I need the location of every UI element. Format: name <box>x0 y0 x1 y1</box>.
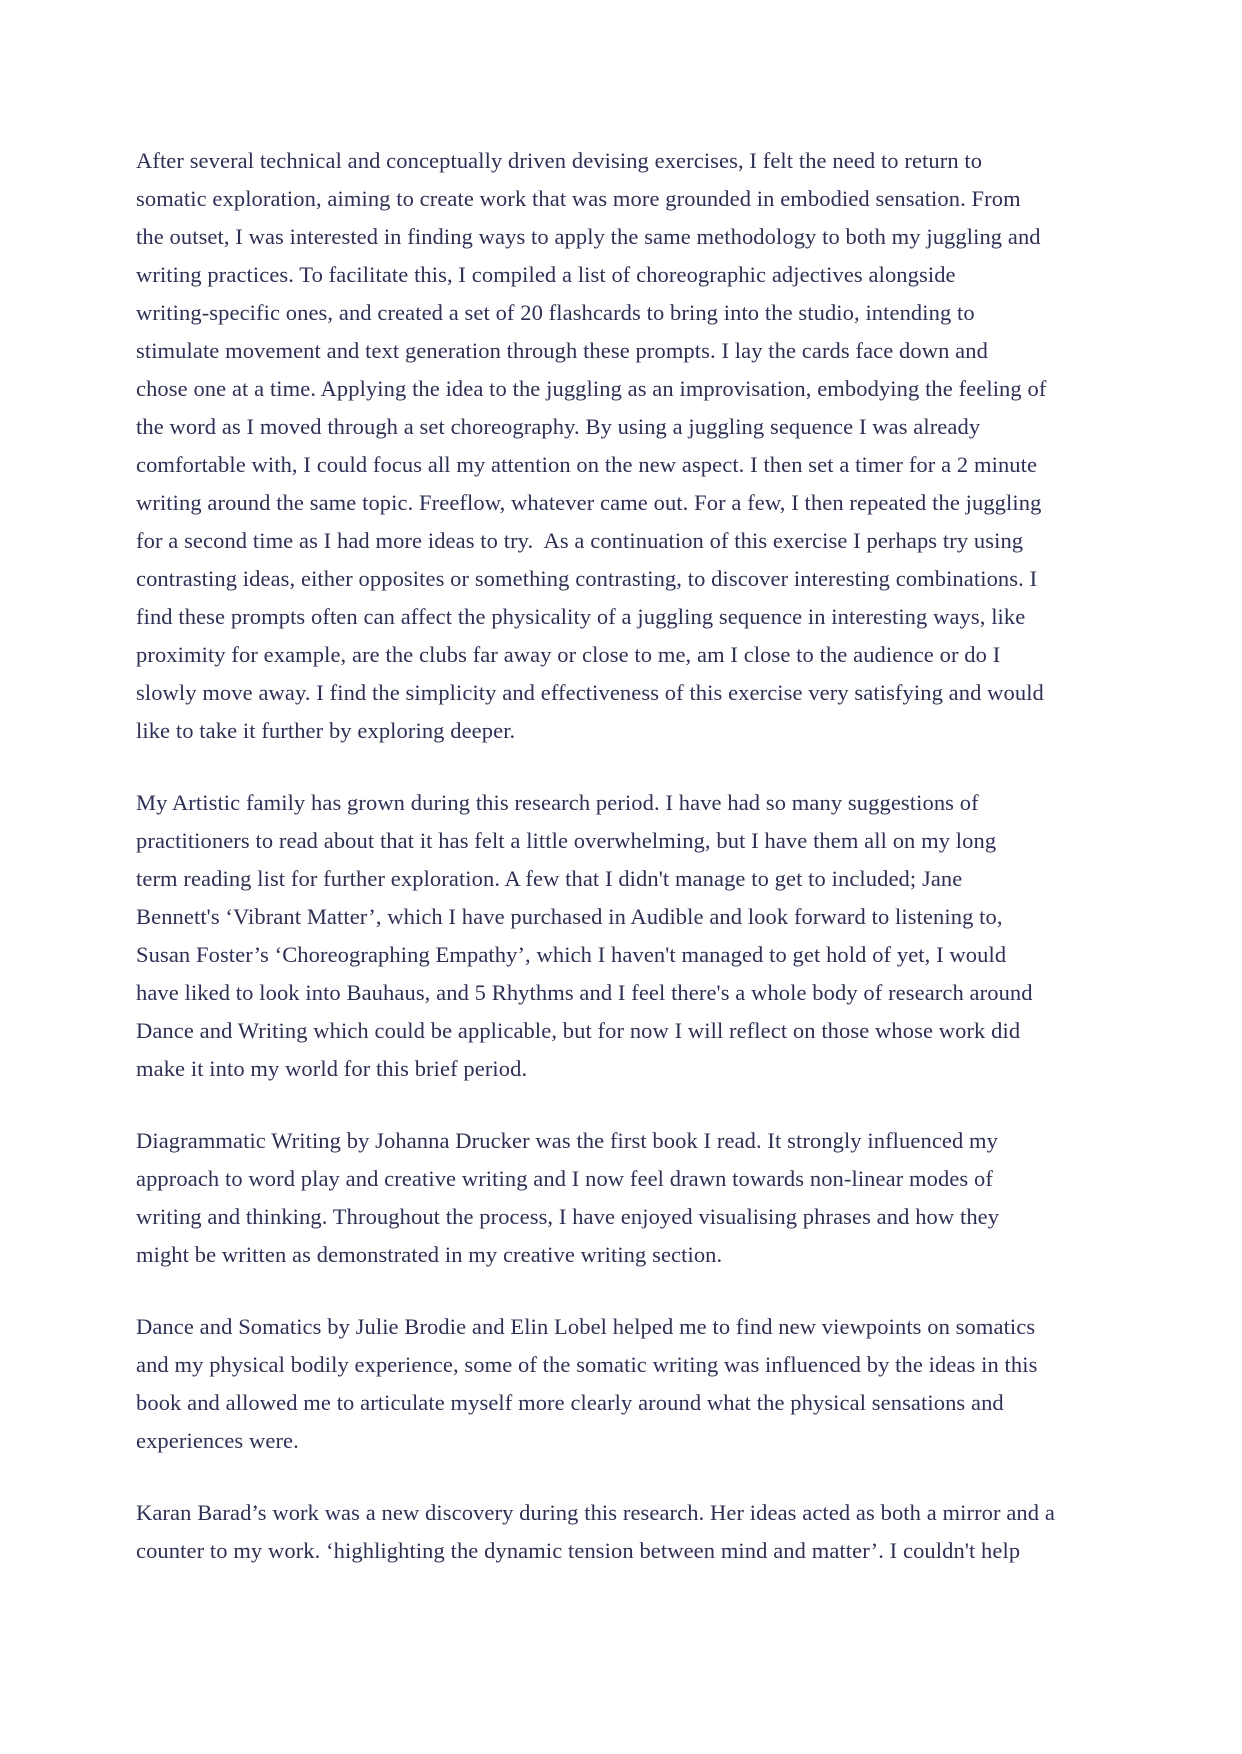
text-line: might be written as demonstrated in my creative writing section. <box>136 1242 723 1267</box>
text-line: My Artistic family has grown during this research period. I have had so many suggestions of <box>136 790 979 815</box>
text-line: contrasting ideas, either opposites or something contrasting, to discover interesting combinations. I <box>136 566 1038 591</box>
text-line: approach to word play and creative writing and I now feel drawn towards non-linear modes of <box>136 1166 993 1191</box>
text-line: practitioners to read about that it has felt a little overwhelming, but I have them all on my long <box>136 828 997 853</box>
paragraph <box>136 1494 1121 1570</box>
text-line: experiences were. <box>136 1428 299 1453</box>
text-line: the outset, I was interested in finding ways to apply the same methodology to both my juggling and <box>136 224 1041 249</box>
paragraph <box>136 1122 1121 1274</box>
text-line: Dance and Writing which could be applicable, but for now I will reflect on those whose work did <box>136 1018 1021 1043</box>
text-line: counter to my work. ‘highlighting the dynamic tension between mind and matter’. I couldn't help <box>136 1538 1021 1563</box>
text-line: term reading list for further exploration. A few that I didn't manage to get to included; Jane <box>136 866 963 891</box>
text-line: proximity for example, are the clubs far away or close to me, am I close to the audience or do I <box>136 642 1001 667</box>
text-line: somatic exploration, aiming to create work that was more grounded in embodied sensation. From <box>136 186 1021 211</box>
text-line: writing practices. To facilitate this, I compiled a list of choreographic adjectives alongside <box>136 262 956 287</box>
text-column <box>136 142 1121 1604</box>
text-line: slowly move away. I find the simplicity and effectiveness of this exercise very satisfying and would <box>136 680 1044 705</box>
text-line: writing-specific ones, and created a set of 20 flashcards to bring into the studio, intending to <box>136 300 975 325</box>
text-line: book and allowed me to articulate myself more clearly around what the physical sensations and <box>136 1390 1004 1415</box>
text-line: Diagrammatic Writing by Johanna Drucker was the first book I read. It strongly influenced my <box>136 1128 999 1153</box>
text-line: writing and thinking. Throughout the process, I have enjoyed visualising phrases and how they <box>136 1204 1000 1229</box>
text-line: Bennett's ‘Vibrant Matter’, which I have purchased in Audible and look forward to listening to, <box>136 904 1003 929</box>
text-line: make it into my world for this brief period. <box>136 1056 528 1081</box>
paragraph <box>136 784 1121 1088</box>
text-line: comfortable with, I could focus all my attention on the new aspect. I then set a timer for a 2 minute <box>136 452 1038 477</box>
paragraph <box>136 142 1121 750</box>
text-line: have liked to look into Bauhaus, and 5 Rhythms and I feel there's a whole body of research around <box>136 980 1033 1005</box>
text-line: writing around the same topic. Freeflow, whatever came out. For a few, I then repeated the juggling <box>136 490 1042 515</box>
text-line: After several technical and conceptually driven devising exercises, I felt the need to return to <box>136 148 983 173</box>
text-line: Dance and Somatics by Julie Brodie and Elin Lobel helped me to find new viewpoints on somatics <box>136 1314 1036 1339</box>
text-line: and my physical bodily experience, some of the somatic writing was influenced by the ideas in this <box>136 1352 1038 1377</box>
text-line: find these prompts often can affect the physicality of a juggling sequence in interesting ways, like <box>136 604 1026 629</box>
text-line: Karan Barad’s work was a new discovery during this research. Her ideas acted as both a mirror and a <box>136 1500 1055 1525</box>
text-line: stimulate movement and text generation through these prompts. I lay the cards face down and <box>136 338 988 363</box>
text-line: Susan Foster’s ‘Choreographing Empathy’, which I haven't managed to get hold of yet, I would <box>136 942 1007 967</box>
text-line: chose one at a time. Applying the idea to the juggling as an improvisation, embodying the feeling of <box>136 376 1047 401</box>
text-line: like to take it further by exploring deeper. <box>136 718 516 743</box>
text-line: the word as I moved through a set choreography. By using a juggling sequence I was already <box>136 414 981 439</box>
paragraph <box>136 1308 1121 1460</box>
text-line: for a second time as I had more ideas to try. As a continuation of this exercise I perhaps try using <box>136 528 1024 553</box>
